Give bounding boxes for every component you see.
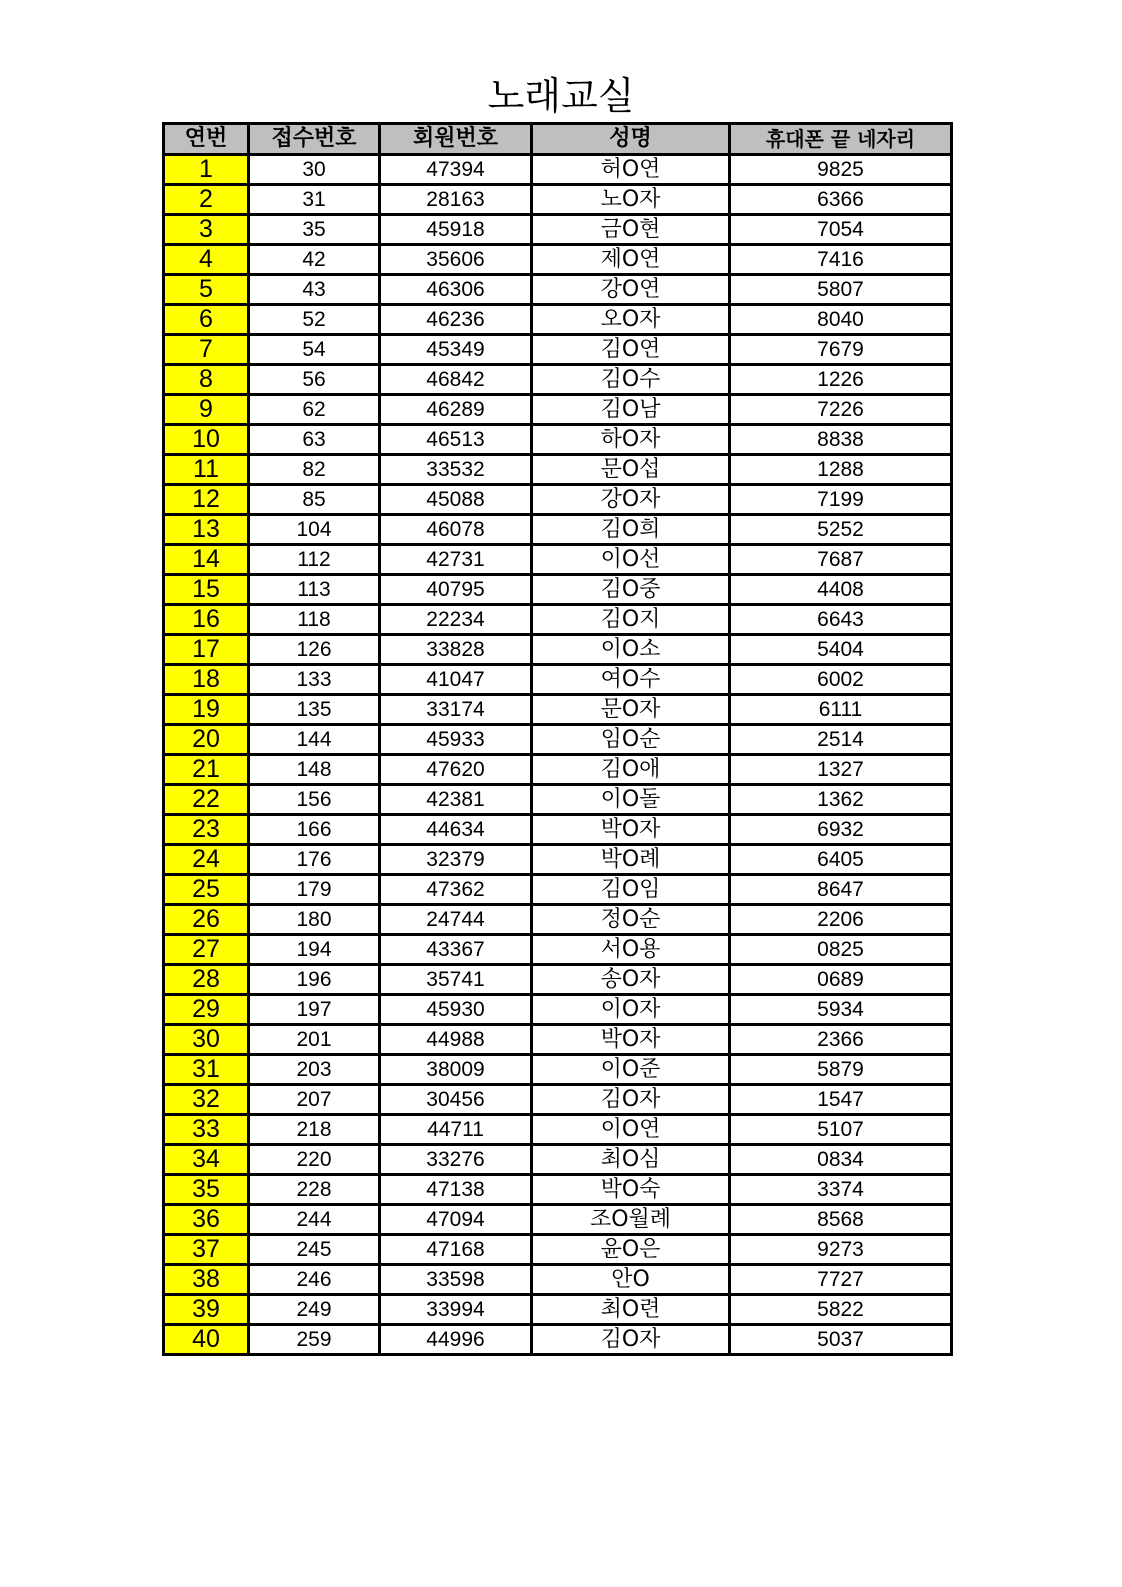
seq-cell: 15 — [164, 575, 249, 605]
member-number-cell: 28163 — [380, 185, 532, 215]
table-row — [164, 1145, 952, 1175]
name-cell: 허O연 — [532, 155, 730, 185]
member-number-cell: 24744 — [380, 905, 532, 935]
table-row — [164, 785, 952, 815]
member-number-cell: 46306 — [380, 275, 532, 305]
phone-last4-cell: 0834 — [730, 1145, 952, 1175]
member-number-cell: 33174 — [380, 695, 532, 725]
seq-cell: 23 — [164, 815, 249, 845]
seq-cell: 31 — [164, 1055, 249, 1085]
receipt-number-cell: 31 — [249, 185, 380, 215]
seq-cell: 9 — [164, 395, 249, 425]
receipt-number-cell: 52 — [249, 305, 380, 335]
receipt-number-cell: 62 — [249, 395, 380, 425]
member-number-cell: 44996 — [380, 1325, 532, 1355]
receipt-number-cell: 133 — [249, 665, 380, 695]
member-number-cell: 45933 — [380, 725, 532, 755]
seq-cell: 7 — [164, 335, 249, 365]
table-row — [164, 935, 952, 965]
receipt-number-cell: 35 — [249, 215, 380, 245]
receipt-number-cell: 42 — [249, 245, 380, 275]
name-cell: 송O자 — [532, 965, 730, 995]
table-row — [164, 875, 952, 905]
receipt-number-cell: 166 — [249, 815, 380, 845]
receipt-number-cell: 118 — [249, 605, 380, 635]
receipt-number-cell: 85 — [249, 485, 380, 515]
phone-last4-cell: 1226 — [730, 365, 952, 395]
phone-last4-cell: 5822 — [730, 1295, 952, 1325]
member-number-cell: 46236 — [380, 305, 532, 335]
receipt-number-cell: 197 — [249, 995, 380, 1025]
member-number-cell: 42381 — [380, 785, 532, 815]
name-cell: 윤O은 — [532, 1235, 730, 1265]
phone-last4-cell: 5879 — [730, 1055, 952, 1085]
table-row — [164, 755, 952, 785]
name-cell: 조O월례 — [532, 1205, 730, 1235]
phone-last4-cell: 5807 — [730, 275, 952, 305]
seq-cell: 33 — [164, 1115, 249, 1145]
phone-last4-cell: 6366 — [730, 185, 952, 215]
member-number-cell: 47168 — [380, 1235, 532, 1265]
table-row — [164, 305, 952, 335]
phone-last4-cell: 1327 — [730, 755, 952, 785]
seq-cell: 39 — [164, 1295, 249, 1325]
phone-last4-cell: 1547 — [730, 1085, 952, 1115]
table-row — [164, 965, 952, 995]
name-cell: 이O준 — [532, 1055, 730, 1085]
table-row — [164, 335, 952, 365]
table-row — [164, 545, 952, 575]
header-phone-last4: 휴대폰 끝 네자리 — [730, 124, 952, 155]
table-row — [164, 635, 952, 665]
phone-last4-cell: 5252 — [730, 515, 952, 545]
seq-cell: 13 — [164, 515, 249, 545]
receipt-number-cell: 135 — [249, 695, 380, 725]
phone-last4-cell: 5404 — [730, 635, 952, 665]
receipt-number-cell: 203 — [249, 1055, 380, 1085]
receipt-number-cell: 30 — [249, 155, 380, 185]
table-row — [164, 575, 952, 605]
table-row — [164, 1115, 952, 1145]
name-cell: 문O자 — [532, 695, 730, 725]
receipt-number-cell: 104 — [249, 515, 380, 545]
table-row — [164, 1265, 952, 1295]
phone-last4-cell: 6002 — [730, 665, 952, 695]
name-cell: 김O수 — [532, 365, 730, 395]
name-cell: 강O자 — [532, 485, 730, 515]
phone-last4-cell: 0689 — [730, 965, 952, 995]
seq-cell: 20 — [164, 725, 249, 755]
table-row — [164, 725, 952, 755]
table-row — [164, 185, 952, 215]
seq-cell: 25 — [164, 875, 249, 905]
receipt-number-cell: 244 — [249, 1205, 380, 1235]
member-number-cell: 44988 — [380, 1025, 532, 1055]
header-receipt-number: 접수번호 — [249, 124, 380, 155]
table-header-row — [164, 124, 952, 155]
table-row — [164, 485, 952, 515]
seq-cell: 28 — [164, 965, 249, 995]
member-number-cell: 33276 — [380, 1145, 532, 1175]
seq-cell: 35 — [164, 1175, 249, 1205]
seq-cell: 14 — [164, 545, 249, 575]
seq-cell: 24 — [164, 845, 249, 875]
member-number-cell: 45930 — [380, 995, 532, 1025]
member-number-cell: 45088 — [380, 485, 532, 515]
seq-cell: 10 — [164, 425, 249, 455]
member-number-cell: 46289 — [380, 395, 532, 425]
name-cell: 문O섭 — [532, 455, 730, 485]
phone-last4-cell: 5934 — [730, 995, 952, 1025]
seq-cell: 3 — [164, 215, 249, 245]
receipt-number-cell: 43 — [249, 275, 380, 305]
receipt-number-cell: 218 — [249, 1115, 380, 1145]
seq-cell: 27 — [164, 935, 249, 965]
name-cell: 이O연 — [532, 1115, 730, 1145]
phone-last4-cell: 7687 — [730, 545, 952, 575]
receipt-number-cell: 144 — [249, 725, 380, 755]
phone-last4-cell: 7416 — [730, 245, 952, 275]
seq-cell: 29 — [164, 995, 249, 1025]
phone-last4-cell: 7054 — [730, 215, 952, 245]
member-number-cell: 45918 — [380, 215, 532, 245]
name-cell: 박O숙 — [532, 1175, 730, 1205]
seq-cell: 37 — [164, 1235, 249, 1265]
seq-cell: 21 — [164, 755, 249, 785]
member-number-cell: 30456 — [380, 1085, 532, 1115]
name-cell: 금O현 — [532, 215, 730, 245]
table-row — [164, 1175, 952, 1205]
member-number-cell: 35606 — [380, 245, 532, 275]
receipt-number-cell: 220 — [249, 1145, 380, 1175]
seq-cell: 6 — [164, 305, 249, 335]
receipt-number-cell: 176 — [249, 845, 380, 875]
name-cell: 이O돌 — [532, 785, 730, 815]
member-number-cell: 44711 — [380, 1115, 532, 1145]
phone-last4-cell: 5107 — [730, 1115, 952, 1145]
table-row — [164, 845, 952, 875]
phone-last4-cell: 8647 — [730, 875, 952, 905]
receipt-number-cell: 179 — [249, 875, 380, 905]
receipt-number-cell: 245 — [249, 1235, 380, 1265]
name-cell: 김O희 — [532, 515, 730, 545]
phone-last4-cell: 6643 — [730, 605, 952, 635]
name-cell: 최O련 — [532, 1295, 730, 1325]
seq-cell: 11 — [164, 455, 249, 485]
page-title: 노래교실 — [487, 74, 635, 118]
table-row — [164, 1325, 952, 1355]
member-number-cell: 43367 — [380, 935, 532, 965]
name-cell: 정O순 — [532, 905, 730, 935]
name-cell: 오O자 — [532, 305, 730, 335]
member-number-cell: 35741 — [380, 965, 532, 995]
phone-last4-cell: 7226 — [730, 395, 952, 425]
member-number-cell: 40795 — [380, 575, 532, 605]
phone-last4-cell: 4408 — [730, 575, 952, 605]
receipt-number-cell: 259 — [249, 1325, 380, 1355]
name-cell: 이O자 — [532, 995, 730, 1025]
seq-cell: 17 — [164, 635, 249, 665]
seq-cell: 32 — [164, 1085, 249, 1115]
name-cell: 박O례 — [532, 845, 730, 875]
member-table — [162, 122, 953, 1356]
receipt-number-cell: 63 — [249, 425, 380, 455]
name-cell: 박O자 — [532, 815, 730, 845]
phone-last4-cell: 3374 — [730, 1175, 952, 1205]
phone-last4-cell: 6405 — [730, 845, 952, 875]
table-body — [164, 155, 952, 1355]
receipt-number-cell: 194 — [249, 935, 380, 965]
seq-cell: 34 — [164, 1145, 249, 1175]
table-row — [164, 695, 952, 725]
table-row — [164, 1055, 952, 1085]
member-number-cell: 46513 — [380, 425, 532, 455]
receipt-number-cell: 113 — [249, 575, 380, 605]
receipt-number-cell: 246 — [249, 1265, 380, 1295]
seq-cell: 36 — [164, 1205, 249, 1235]
name-cell: 최O심 — [532, 1145, 730, 1175]
phone-last4-cell: 5037 — [730, 1325, 952, 1355]
member-number-cell: 33598 — [380, 1265, 532, 1295]
phone-last4-cell: 9273 — [730, 1235, 952, 1265]
member-number-cell: 33532 — [380, 455, 532, 485]
table-row — [164, 455, 952, 485]
phone-last4-cell: 8040 — [730, 305, 952, 335]
table-row — [164, 245, 952, 275]
member-number-cell: 46078 — [380, 515, 532, 545]
seq-cell: 16 — [164, 605, 249, 635]
seq-cell: 5 — [164, 275, 249, 305]
seq-cell: 22 — [164, 785, 249, 815]
member-number-cell: 45349 — [380, 335, 532, 365]
receipt-number-cell: 148 — [249, 755, 380, 785]
seq-cell: 40 — [164, 1325, 249, 1355]
name-cell: 김O지 — [532, 605, 730, 635]
name-cell: 하O자 — [532, 425, 730, 455]
table-row — [164, 515, 952, 545]
name-cell: 박O자 — [532, 1025, 730, 1055]
table-row — [164, 815, 952, 845]
table-row — [164, 1235, 952, 1265]
phone-last4-cell: 2366 — [730, 1025, 952, 1055]
seq-cell: 30 — [164, 1025, 249, 1055]
receipt-number-cell: 126 — [249, 635, 380, 665]
phone-last4-cell: 6111 — [730, 695, 952, 725]
member-number-cell: 47138 — [380, 1175, 532, 1205]
phone-last4-cell: 7727 — [730, 1265, 952, 1295]
table-row — [164, 365, 952, 395]
seq-cell: 12 — [164, 485, 249, 515]
name-cell: 김O임 — [532, 875, 730, 905]
member-number-cell: 47362 — [380, 875, 532, 905]
seq-cell: 1 — [164, 155, 249, 185]
header-member-number: 회원번호 — [380, 124, 532, 155]
phone-last4-cell: 2514 — [730, 725, 952, 755]
member-number-cell: 47620 — [380, 755, 532, 785]
member-number-cell: 42731 — [380, 545, 532, 575]
table-row — [164, 155, 952, 185]
seq-cell: 2 — [164, 185, 249, 215]
name-cell: 서O용 — [532, 935, 730, 965]
table-row — [164, 605, 952, 635]
receipt-number-cell: 56 — [249, 365, 380, 395]
receipt-number-cell: 156 — [249, 785, 380, 815]
name-cell: 김O연 — [532, 335, 730, 365]
receipt-number-cell: 112 — [249, 545, 380, 575]
phone-last4-cell: 6932 — [730, 815, 952, 845]
seq-cell: 19 — [164, 695, 249, 725]
name-cell: 이O소 — [532, 635, 730, 665]
table-row — [164, 1205, 952, 1235]
table-row — [164, 1025, 952, 1055]
seq-cell: 4 — [164, 245, 249, 275]
member-number-cell: 41047 — [380, 665, 532, 695]
name-cell: 제O연 — [532, 245, 730, 275]
table-row — [164, 425, 952, 455]
phone-last4-cell: 1288 — [730, 455, 952, 485]
table-row — [164, 275, 952, 305]
phone-last4-cell: 9825 — [730, 155, 952, 185]
receipt-number-cell: 207 — [249, 1085, 380, 1115]
name-cell: 강O연 — [532, 275, 730, 305]
table-row — [164, 665, 952, 695]
phone-last4-cell: 2206 — [730, 905, 952, 935]
phone-last4-cell: 8568 — [730, 1205, 952, 1235]
name-cell: 김O애 — [532, 755, 730, 785]
phone-last4-cell: 7679 — [730, 335, 952, 365]
seq-cell: 26 — [164, 905, 249, 935]
member-number-cell: 47394 — [380, 155, 532, 185]
receipt-number-cell: 228 — [249, 1175, 380, 1205]
name-cell: 김O자 — [532, 1085, 730, 1115]
name-cell: 김O자 — [532, 1325, 730, 1355]
member-number-cell: 32379 — [380, 845, 532, 875]
seq-cell: 8 — [164, 365, 249, 395]
name-cell: 여O수 — [532, 665, 730, 695]
member-number-cell: 38009 — [380, 1055, 532, 1085]
table-row — [164, 395, 952, 425]
table-row — [164, 995, 952, 1025]
seq-cell: 18 — [164, 665, 249, 695]
member-number-cell: 46842 — [380, 365, 532, 395]
receipt-number-cell: 54 — [249, 335, 380, 365]
member-number-cell: 33994 — [380, 1295, 532, 1325]
name-cell: 안O — [532, 1265, 730, 1295]
receipt-number-cell: 180 — [249, 905, 380, 935]
table-row — [164, 215, 952, 245]
table-row — [164, 1295, 952, 1325]
name-cell: 김O남 — [532, 395, 730, 425]
name-cell: 노O자 — [532, 185, 730, 215]
member-number-cell: 44634 — [380, 815, 532, 845]
table-row — [164, 1085, 952, 1115]
phone-last4-cell: 1362 — [730, 785, 952, 815]
receipt-number-cell: 196 — [249, 965, 380, 995]
receipt-number-cell: 82 — [249, 455, 380, 485]
name-cell: 김O중 — [532, 575, 730, 605]
seq-cell: 38 — [164, 1265, 249, 1295]
receipt-number-cell: 201 — [249, 1025, 380, 1055]
name-cell: 이O선 — [532, 545, 730, 575]
receipt-number-cell: 249 — [249, 1295, 380, 1325]
phone-last4-cell: 0825 — [730, 935, 952, 965]
member-number-cell: 22234 — [380, 605, 532, 635]
header-name: 성명 — [532, 124, 730, 155]
name-cell: 임O순 — [532, 725, 730, 755]
member-number-cell: 33828 — [380, 635, 532, 665]
table-row — [164, 905, 952, 935]
phone-last4-cell: 7199 — [730, 485, 952, 515]
member-number-cell: 47094 — [380, 1205, 532, 1235]
phone-last4-cell: 8838 — [730, 425, 952, 455]
header-seq: 연번 — [164, 124, 249, 155]
